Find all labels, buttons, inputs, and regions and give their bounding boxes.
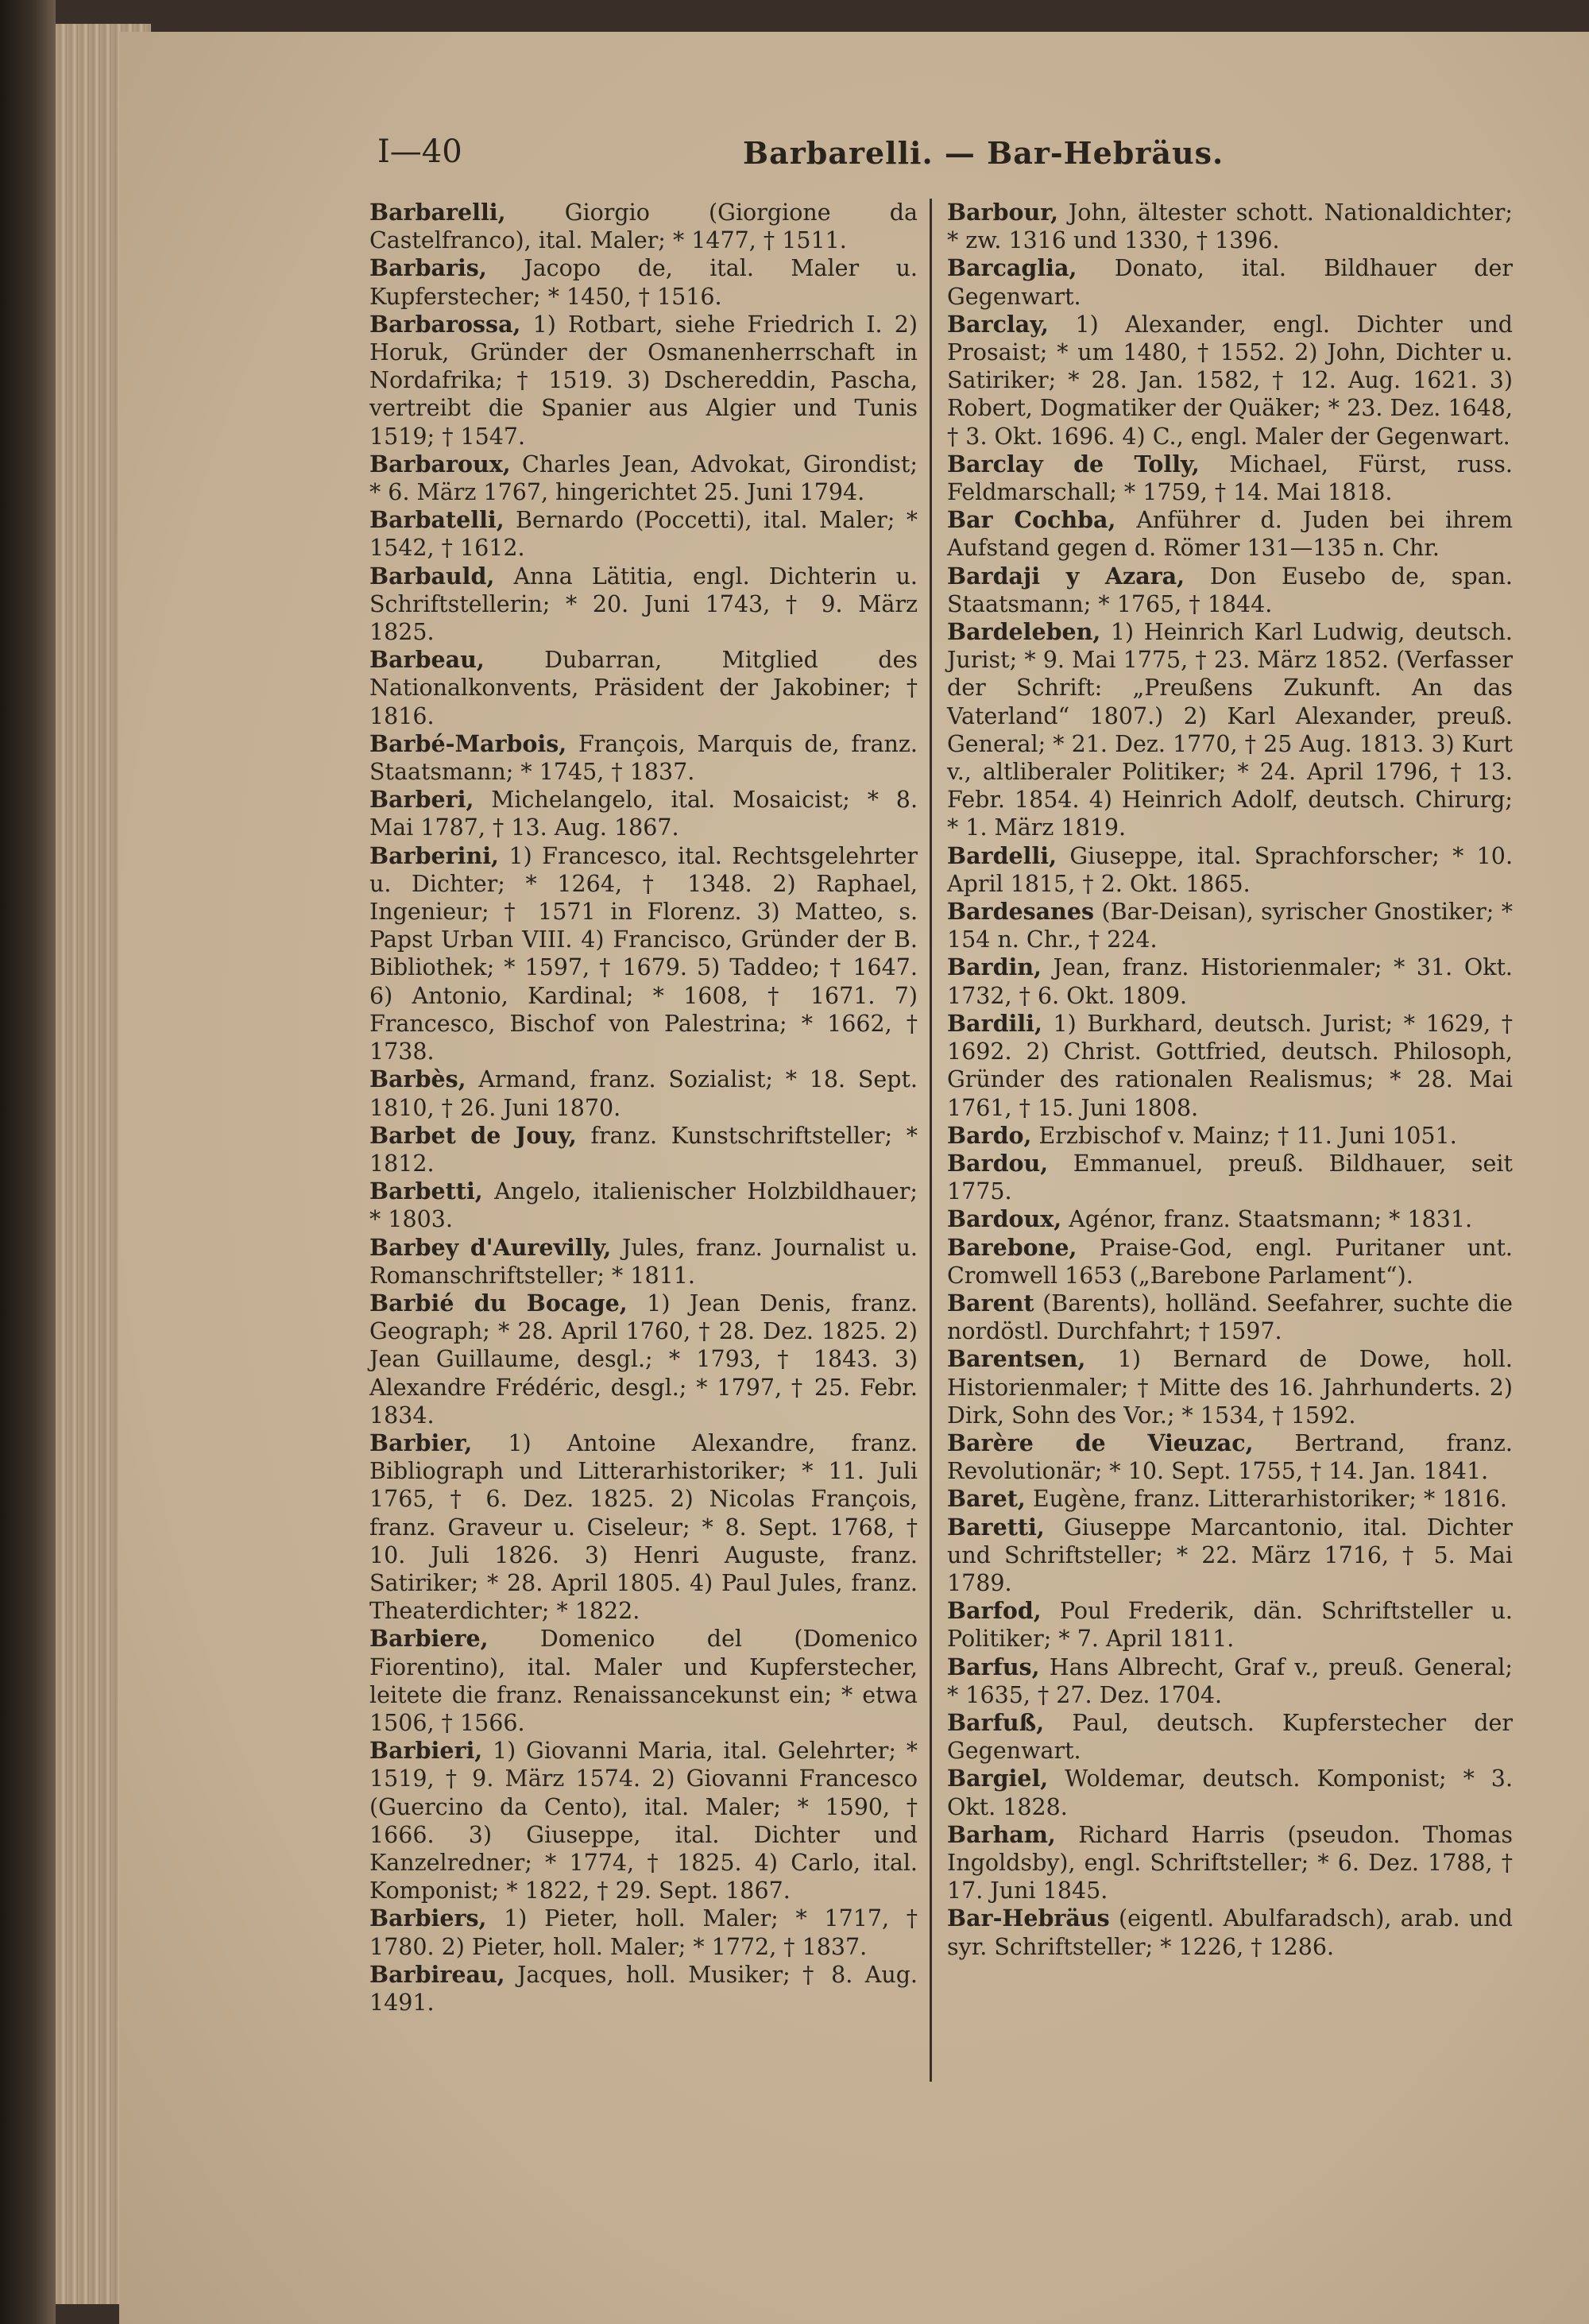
dictionary-entry — [947, 1765, 1513, 1820]
dictionary-entry — [947, 1514, 1513, 1598]
entry-text: Anna Lätitia, engl. Dichterin u. Schriftstellerin; * 20. Juni 1743, † 9. März 1825. — [369, 563, 918, 646]
entry-headword: Barcaglia, — [947, 254, 1077, 282]
entry-headword: Barbarelli, — [369, 199, 506, 226]
dictionary-entry — [369, 842, 918, 1066]
entry-headword: Barham, — [947, 1820, 1056, 1848]
entry-headword: Bardeleben, — [947, 618, 1101, 646]
entry-headword: Bardou, — [947, 1149, 1049, 1177]
entry-headword: Bardili, — [947, 1009, 1042, 1037]
entry-text: Dubarran, Mitglied des Nationalkonvents, Präsident der Jakobiner; † 1816. — [369, 647, 918, 729]
entry-headword: Barbé-Marbois, — [369, 729, 567, 757]
entry-text: 1) Alexander, engl. Dichter und Prosaist; * um 1480, † 1552. 2) John, Dichter u. Satiriker; * 28. Jan. 1582, † 12. Aug. 1621. 3) Robert, Dogmatiker der Quäker; * 23. Dez. 1648, † 3. Okt. 1696. 4) C., engl. Maler der Gegenwart. — [947, 311, 1513, 450]
dictionary-entry — [369, 1290, 918, 1429]
page-number: I—40 — [377, 133, 462, 170]
entry-headword: Barère de Vieuzac, — [947, 1429, 1254, 1456]
entry-headword: Barbès, — [369, 1065, 466, 1093]
entry-text: Jules, franz. Journalist u. Romanschriftsteller; * 1811. — [369, 1234, 918, 1289]
dictionary-entry — [947, 1122, 1513, 1150]
entry-headword: Baret, — [947, 1485, 1026, 1513]
entry-text: Domenico del (Domenico Fiorentino), ital. Maler und Kupferstecher, leitete die franz. Renaissancekunst ein; * etwa 1506, † 1566. — [369, 1626, 918, 1736]
entry-text: Eugène, franz. Litterarhistoriker; * 1816. — [1025, 1486, 1507, 1513]
entry-headword: Barbarossa, — [369, 310, 521, 338]
entry-headword: Barbauld, — [369, 562, 495, 590]
dictionary-entry — [369, 1904, 918, 1960]
entry-text: 1) Bernard de Dowe, holl. Historienmaler; † Mitte des 16. Jahrhunderts. 2) Dirk, Sohn des Vor.; * 1534, † 1592. — [947, 1346, 1513, 1429]
entry-text: 1) Francesco, ital. Rechtsgelehrter u. Dichter; * 1264, † 1348. 2) Raphael, Ingenieur; † 1571 in Florenz. 3) Matteo, s. Papst Urban VIII. 4) Francisco, Gründer der B. Bibliothek; * 1597, † 1679. 5) Taddeo; † 1647. 6) Antonio, Kardinal; * 1608, † 1671. 7) Francesco, Bischof von Palestrina; * 1662, † 1738. — [369, 842, 918, 1065]
entry-text: François, Marquis de, franz. Staatsmann; * 1745, † 1837. — [369, 730, 918, 786]
entry-headword: Bardoux, — [947, 1205, 1062, 1233]
entry-text: Praise-God, engl. Puritaner unt. Cromwell 1653 („Barebone Parlament“). — [947, 1234, 1513, 1289]
entry-headword: Barbireau, — [369, 1960, 505, 1988]
dictionary-entry — [947, 1010, 1513, 1122]
entry-headword: Barfus, — [947, 1653, 1040, 1680]
dictionary-entry — [947, 450, 1513, 506]
entry-headword: Bar-Hebräus — [947, 1904, 1110, 1932]
entry-headword: Barberi, — [369, 786, 474, 814]
dictionary-entry — [369, 1122, 918, 1177]
entry-text: Michael, Fürst, russ. Feldmarschall; * 1759, † 14. Mai 1818. — [947, 450, 1513, 506]
entry-text: Donato, ital. Bildhauer der Gegenwart. — [947, 255, 1513, 310]
entry-headword: Barclay, — [947, 310, 1049, 338]
entry-text: 1) Heinrich Karl Ludwig, deutsch. Jurist; * 9. Mai 1775, † 23. März 1852. (Verfasser der Schrift: „Preußens Zukunft. An das Vaterland“ 1807.) 2) Karl Alexander, preuß. General; * 21. Dez. 1770, † 25 Aug. 1813. 3) Kurt v., altliberaler Politiker; * 24. April 1796, † 13. Febr. 1854. 4) Heinrich Adolf, deutsch. Chirurg; * 1. März 1819. — [947, 619, 1513, 841]
entry-headword: Barfod, — [947, 1597, 1042, 1625]
entry-text: 1) Rotbart, siehe Friedrich I. 2) Horuk, Gründer der Osmanenherrschaft in Nordafrika; † 1519. 3) Dschereddin, Pascha, vertreibt die Spanier aus Algier und Tunis 1519; † 1547. — [369, 311, 918, 450]
dictionary-entry — [369, 1177, 918, 1233]
dictionary-entry — [947, 1597, 1513, 1653]
dictionary-entry — [947, 563, 1513, 618]
entry-headword: Bardin, — [947, 953, 1042, 981]
dictionary-entry — [947, 1290, 1513, 1345]
dictionary-entry — [947, 254, 1513, 310]
dictionary-entry — [947, 199, 1513, 254]
running-head: Barbarelli. — Bar-Hebräus. — [743, 135, 1224, 171]
dictionary-entry — [369, 646, 918, 730]
entry-text: John, ältester schott. Nationaldichter; * zw. 1316 und 1330, † 1396. — [947, 199, 1513, 254]
entry-text: 1) Jean Denis, franz. Geograph; * 28. April 1760, † 28. Dez. 1825. 2) Jean Guillaume, desgl.; * 1793, † 1843. 3) Alexandre Frédéric, desgl.; * 1797, † 25. Febr. 1834. — [369, 1290, 918, 1429]
entry-headword: Baretti, — [947, 1513, 1045, 1541]
entry-text: Agénor, franz. Staatsmann; * 1831. — [1061, 1206, 1473, 1233]
dictionary-entry — [369, 1737, 918, 1904]
column-divider — [930, 199, 932, 2082]
entry-headword: Barbiere, — [369, 1625, 489, 1653]
entry-text: Jacopo de, ital. Maler u. Kupferstecher; * 1450, † 1516. — [369, 255, 918, 310]
entry-headword: Barbieri, — [369, 1737, 483, 1765]
dictionary-entry — [369, 1234, 918, 1290]
entry-text: Michelangelo, ital. Mosaicist; * 8. Mai 1787, † 13. Aug. 1867. — [369, 787, 918, 841]
dictionary-entry — [947, 898, 1513, 953]
dictionary-entry — [947, 1653, 1513, 1709]
entry-text: 1) Giovanni Maria, ital. Gelehrter; * 1519, † 9. März 1574. 2) Giovanni Francesco (Guercino da Cento), ital. Maler; * 1590, † 1666. 3) Giuseppe, ital. Dichter und Kanzelredner; * 1774, † 1825. 4) Carlo, ital. Komponist; * 1822, † 29. Sept. 1867. — [369, 1738, 918, 1904]
entry-text: Giorgio (Giorgione da Castelfranco), ital. Maler; * 1477, † 1511. — [369, 199, 918, 254]
entry-headword: Barberini, — [369, 841, 499, 869]
entry-text: Bertrand, franz. Revolutionär; * 10. Sept. 1755, † 14. Jan. 1841. — [947, 1429, 1513, 1485]
entry-text: Armand, franz. Sozialist; * 18. Sept. 1810, † 26. Juni 1870. — [369, 1066, 918, 1121]
entry-text: Jacques, holl. Musiker; † 8. Aug. 1491. — [369, 1961, 918, 2016]
dictionary-entry — [947, 953, 1513, 1009]
entry-headword: Barbier, — [369, 1429, 473, 1456]
entry-text: (Barents), holländ. Seefahrer, suchte die nordöstl. Durchfahrt; † 1597. — [947, 1290, 1513, 1345]
dictionary-entry — [369, 311, 918, 450]
entry-headword: Bardaji y Azara, — [947, 562, 1185, 590]
entry-headword: Barbeau, — [369, 646, 485, 674]
entry-headword: Barclay de Tolly, — [947, 450, 1200, 478]
entry-text: Hans Albrecht, Graf v., preuß. General; * 1635, † 27. Dez. 1704. — [947, 1653, 1513, 1708]
dictionary-entry — [947, 1485, 1513, 1513]
entry-text: 1) Pieter, holl. Maler; * 1717, † 1780. 2) Pieter, holl. Maler; * 1772, † 1837. — [369, 1905, 918, 1960]
dictionary-entry — [947, 1345, 1513, 1429]
entry-headword: Barbour, — [947, 199, 1059, 226]
entry-text: Paul, deutsch. Kupferstecher der Gegenwart. — [947, 1709, 1513, 1765]
entry-headword: Bardesanes — [947, 898, 1095, 926]
dictionary-entry — [369, 786, 918, 841]
dictionary-entry — [369, 450, 918, 506]
entry-headword: Barbaroux, — [369, 450, 511, 478]
dictionary-entry — [369, 563, 918, 647]
dictionary-entry — [947, 1150, 1513, 1205]
entry-headword: Barentsen, — [947, 1345, 1086, 1373]
entry-headword: Barbié du Bocage, — [369, 1289, 628, 1317]
dictionary-entry — [369, 1065, 918, 1121]
book-binding — [0, 0, 56, 2324]
entry-text: Woldemar, deutsch. Komponist; * 3. Okt. 1828. — [947, 1765, 1513, 1820]
entry-text: Angelo, italienischer Holzbildhauer; * 1803. — [369, 1178, 918, 1233]
entry-text: Don Eusebo de, span. Staatsmann; * 1765, † 1844. — [947, 563, 1513, 617]
dictionary-entry — [369, 1961, 918, 2017]
dictionary-entry — [947, 1205, 1513, 1233]
left-column — [369, 199, 918, 2017]
entry-headword: Barbaris, — [369, 254, 487, 282]
dictionary-entry — [947, 506, 1513, 562]
dictionary-entry — [947, 311, 1513, 450]
entry-text: 1) Antoine Alexandre, franz. Bibliograph und Litterarhistoriker; * 11. Juli 1765, † 6. Dez. 1825. 2) Nicolas François, franz. Graveur u. Ciseleur; * 8. Sept. 1768, † 10. Juli 1826. 3) Henri Auguste, franz. Satiriker; * 28. April 1805. 4) Paul Jules, franz. Theaterdichter; * 1822. — [369, 1429, 918, 1625]
entry-text: (Bar-Deisan), syrischer Gnostiker; * 154 n. Chr., † 224. — [947, 899, 1513, 953]
dictionary-entry — [369, 730, 918, 786]
entry-text: Poul Frederik, dän. Schriftsteller u. Politiker; * 7. April 1811. — [947, 1598, 1513, 1653]
entry-text: Charles Jean, Advokat, Girondist; * 6. März 1767, hingerichtet 25. Juni 1794. — [369, 450, 918, 506]
entry-headword: Bardelli, — [947, 841, 1057, 869]
entry-text: Emmanuel, preuß. Bildhauer, seit 1775. — [947, 1150, 1513, 1205]
dictionary-entry — [947, 1234, 1513, 1290]
dictionary-entry — [369, 199, 918, 254]
entry-text: Jean, franz. Historienmaler; * 31. Okt. 1732, † 6. Okt. 1809. — [947, 954, 1513, 1009]
entry-headword: Barfuß, — [947, 1708, 1045, 1736]
entry-headword: Barbetti, — [369, 1177, 483, 1205]
dictionary-entry — [947, 1709, 1513, 1765]
entry-headword: Barbatelli, — [369, 506, 505, 534]
right-column — [947, 199, 1513, 1961]
dictionary-entry — [947, 1821, 1513, 1905]
dictionary-entry — [369, 254, 918, 310]
dictionary-entry — [369, 1429, 918, 1625]
entry-headword: Barbet de Jouy, — [369, 1121, 577, 1149]
entry-headword: Barent — [947, 1289, 1034, 1317]
entry-text: Giuseppe Marcantonio, ital. Dichter und Schriftsteller; * 22. März 1716, † 5. Mai 1789. — [947, 1514, 1513, 1596]
entry-headword: Barebone, — [947, 1233, 1077, 1261]
dictionary-entry — [369, 506, 918, 562]
dictionary-entry — [947, 842, 1513, 898]
entry-headword: Barbiers, — [369, 1904, 487, 1932]
entry-text: Anführer d. Juden bei ihrem Aufstand gegen d. Römer 131—135 n. Chr. — [947, 507, 1513, 562]
dictionary-entry — [947, 1904, 1513, 1960]
entry-text: (eigentl. Abulfaradsch), arab. und syr. Schriftsteller; * 1226, † 1286. — [947, 1905, 1513, 1960]
entry-headword: Bardo, — [947, 1121, 1032, 1149]
entry-text: Giuseppe, ital. Sprachforscher; * 10. April 1815, † 2. Okt. 1865. — [947, 842, 1513, 897]
dictionary-entry — [947, 618, 1513, 842]
entry-text: Bernardo (Poccetti), ital. Maler; * 1542, † 1612. — [369, 507, 918, 562]
dictionary-entry — [947, 1429, 1513, 1485]
entry-text: Erzbischof v. Mainz; † 11. Juni 1051. — [1031, 1122, 1457, 1149]
entry-headword: Barbey d'Aurevilly, — [369, 1233, 612, 1261]
page-header — [377, 127, 1514, 183]
entry-text: Richard Harris (pseudon. Thomas Ingoldsby), engl. Schriftsteller; * 6. Dez. 1788, † 17. Juni 1845. — [947, 1821, 1513, 1904]
entry-text: 1) Burkhard, deutsch. Jurist; * 1629, † 1692. 2) Christ. Gottfried, deutsch. Philosoph, Gründer des rationalen Realismus; * 28. Mai 1761, † 15. Juni 1808. — [947, 1010, 1513, 1121]
dictionary-entry — [369, 1625, 918, 1737]
entry-headword: Bar Cochba, — [947, 506, 1116, 534]
entry-headword: Bargiel, — [947, 1765, 1049, 1792]
entry-text: franz. Kunstschriftsteller; * 1812. — [369, 1122, 918, 1177]
